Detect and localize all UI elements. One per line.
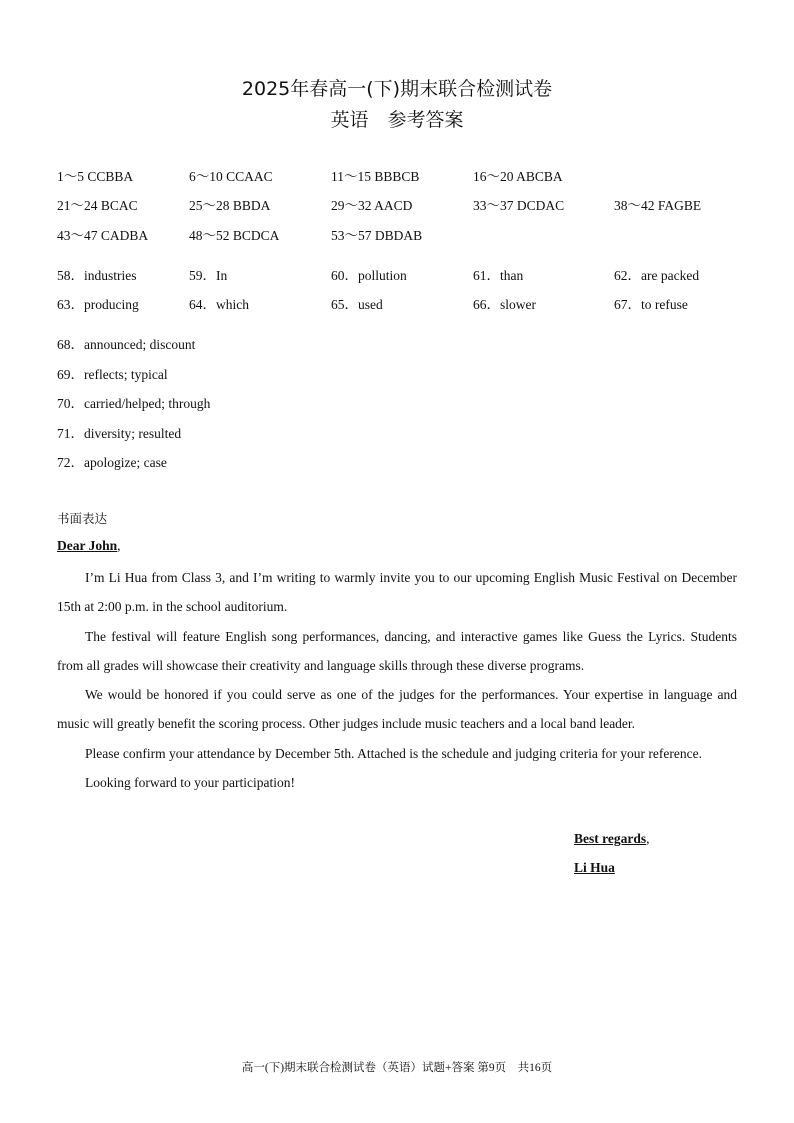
writing-heading: 书面表达 [57, 511, 108, 526]
fill-in-answer: 64．which [189, 297, 249, 312]
letter-paragraph: Looking forward to your participation! [85, 775, 295, 791]
letter-paragraph: The festival will feature English song performances, dancing, and interactive games like Guess the Lyrics. Students from all grades will showcase their creativity and language skills through these diverse programs. [57, 628, 737, 673]
multiple-choice-answer: 53～57 DBDAB [331, 228, 423, 243]
fill-in-answer: 58．industries [57, 268, 137, 283]
page-subtitle: 英语 参考答案 [330, 109, 464, 131]
fill-in-answer: 61．than [473, 268, 524, 283]
multiple-choice-answer: 43～47 CADBA [57, 228, 149, 243]
letter-body [57, 563, 737, 797]
multiple-choice-answer: 25～28 BBDA [189, 198, 271, 213]
salutation-name: Dear John [57, 538, 118, 553]
closing: Best regards, [574, 831, 650, 846]
multiple-choice-answer: 33～37 DCDAC [473, 198, 565, 213]
multiple-choice-answer: 38～42 FAGBE [614, 198, 702, 213]
fill-in-answer: 63．producing [57, 297, 139, 312]
correction-answer: 71．diversity; resulted [57, 425, 182, 441]
correction-answer: 68．announced; discount [57, 337, 196, 352]
multiple-choice-answer: 29～32 AACD [331, 198, 413, 213]
fill-in-answer: 60．pollution [331, 268, 407, 283]
correction-answer: 70．carried/helped; through [57, 396, 211, 411]
letter-paragraph: Please confirm your attendance by December 5th. Attached is the schedule and judging criteria for your reference. [85, 745, 702, 761]
correction-answer: 72．apologize; case [57, 455, 167, 470]
fill-in-answer: 65．used [331, 297, 383, 312]
multiple-choice-answer: 48～52 BCDCA [189, 228, 280, 243]
fill-in-answer: 66．slower [473, 297, 536, 312]
signature: Li Hua [574, 860, 615, 875]
letter-paragraph: We would be honored if you could serve as one of the judges for the performances. Your expertise in language and music will greatly benefit the scoring process. Other judges include music teachers and a local band leader. [57, 687, 737, 732]
multiple-choice-answer: 1～5 CCBBA [57, 169, 134, 184]
fill-in-answer: 67．to refuse [614, 297, 688, 312]
page-footer: 高一(下)期末联合检测试卷（英语）试题+答案 第9页 共16页 [241, 1062, 553, 1074]
fill-in-answer: 59．In [189, 268, 228, 283]
multiple-choice-answer: 6～10 CCAAC [189, 169, 273, 184]
fill-in-answer: 62．are packed [614, 268, 700, 283]
multiple-choice-answer: 16～20 ABCBA [473, 169, 563, 184]
page-title: 2025年春高一(下)期末联合检测试卷 [241, 78, 553, 100]
letter-paragraph: I’m Li Hua from Class 3, and I’m writing to warmly invite you to our upcoming English Music Festival on December 15th at 2:00 p.m. in the school auditorium. [57, 570, 737, 615]
multiple-choice-answer: 11～15 BBBCB [331, 169, 420, 184]
multiple-choice-answer: 21～24 BCAC [57, 198, 138, 213]
salutation: Dear John, [57, 538, 121, 553]
correction-answer: 69．reflects; typical [57, 366, 168, 382]
